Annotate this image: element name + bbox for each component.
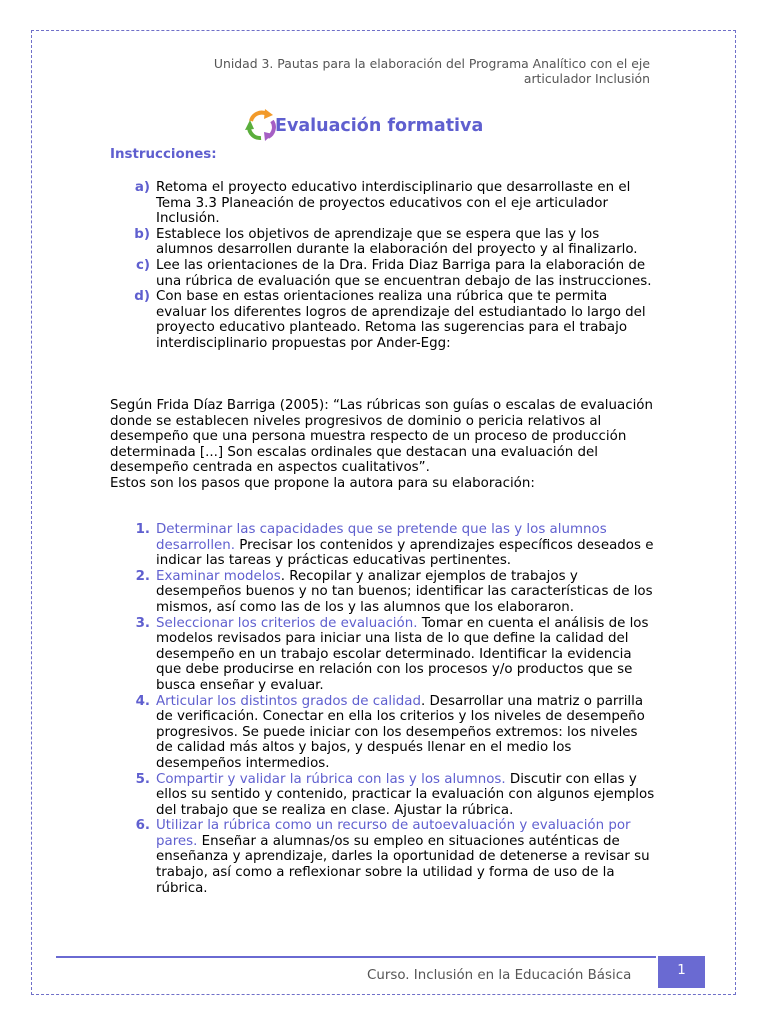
step-body [156, 522, 658, 569]
instruction-text: Retoma el proyecto educativo interdisciplinario que desarrollaste en el Tema 3.3 Planeación de proyectos educativos con el eje articulador Inclusión. [156, 180, 631, 227]
step-text: Discutir con ellas y ellos su sentido y contenido, practicar la evaluación con algunos ejemplos del trabajo que se realiza en clase. Ajustar la rúbrica. [156, 771, 655, 818]
step-item [110, 818, 658, 896]
step-body [156, 569, 658, 616]
step-marker: 3. [135, 615, 150, 631]
step-link[interactable]: Utilizar la rúbrica como un recurso de autoevaluación y evaluación por pares. [156, 818, 631, 849]
cycle-arrows-icon [243, 107, 279, 145]
quote-text: Según Frida Díaz Barriga (2005): “Las rúbricas son guías o escalas de evaluación donde se establecen niveles progresivos de dominio o pericia relativos al desempeño que una persona muestra respecto de un proceso de producción determinada [...] Son escalas ordinales que destacan una evaluación del desempeño centrada en aspectos cualitativos”. [110, 398, 653, 476]
item-marker: a) [134, 180, 150, 195]
instructions-heading: Instrucciones: [110, 147, 217, 162]
step-link[interactable]: Compartir y validar la rúbrica con las y los alumnos. [156, 771, 506, 787]
instruction-text: Lee las orientaciones de la Dra. Frida Diaz Barriga para la elaboración de una rúbrica de evaluación que se encuentran debajo de las instrucciones. [156, 257, 652, 289]
step-marker: 1. [135, 522, 150, 537]
step-link[interactable]: Articular los distintos grados de calidad [156, 693, 421, 709]
step-link[interactable]: Determinar las capacidades que se pretende que las y los alumnos desarrollen. [156, 522, 607, 553]
step-item [110, 694, 658, 772]
step-link[interactable]: Examinar modelos [156, 568, 281, 584]
step-item [110, 522, 658, 569]
step-item [110, 616, 658, 694]
step-link[interactable]: Seleccionar los criterios de evaluación. [156, 615, 418, 631]
step-text: Enseñar a alumnas/os su empleo en situaciones auténticas de enseñanza y aprendizaje, darles la oportunidad de detenerse a revisar su trabajo, así como a reflexionar sobre la utilidad y forma de uso de la rúbrica. [156, 833, 650, 896]
item-marker: b) [134, 226, 150, 242]
step-body [156, 818, 658, 896]
step-marker: 4. [135, 693, 150, 709]
step-body [156, 694, 658, 772]
step-item [110, 569, 658, 616]
footer-divider [56, 956, 656, 958]
step-text: . Recopilar y analizar ejemplos de trabajos y desempeños buenos y no tan buenos; identificar las características de los mismos, así como las de los y las alumnos que los elaboraron. [156, 568, 653, 615]
instruction-text: Con base en estas orientaciones realiza una rúbrica que te permita evaluar los diferentes logros de aprendizaje del estudiantado lo largo del proyecto educativo planteado. Retoma las sugerencias para el trabajo interdisciplinario propuestas por Ander-Egg: [156, 289, 646, 351]
step-item [110, 772, 658, 819]
steps-list [110, 522, 658, 896]
step-text: Tomar en cuenta el análisis de los modelos revisados para iniciar una lista de lo que define la calidad del desempeño en un trabajo escolar determinado. Identificar la evidencia que debe producirse en relación con los procesos y/o productos que se busca enseñar y evaluar. [156, 615, 649, 693]
step-marker: 6. [135, 818, 150, 834]
header-line-2: articulador Inclusión [523, 70, 650, 86]
instruction-text: Establece los objetivos de aprendizaje que se espera que las y los alumnos desarrollen durante la elaboración del proyecto y al finalizarlo. [156, 226, 638, 258]
step-marker: 5. [135, 771, 150, 787]
step-marker: 2. [135, 568, 150, 584]
step-body [156, 616, 658, 694]
page-header [214, 57, 650, 86]
item-marker: c) [135, 257, 150, 273]
instruction-item [110, 289, 658, 351]
header-line-1: Unidad 3. Pautas para la elaboración del Programa Analítico con el eje [213, 56, 650, 71]
item-marker: d) [134, 289, 150, 305]
quote-block [110, 398, 658, 492]
instruction-item [110, 258, 658, 289]
step-body [156, 772, 658, 819]
instructions-list [110, 180, 658, 352]
steps-intro: Estos son los pasos que propone la autora para su elaboración: [110, 475, 535, 491]
instruction-item [110, 227, 658, 258]
page-title: Evaluación formativa [275, 116, 484, 136]
step-text: . Desarrollar una matriz o parrilla de verificación. Conectar en ella los criterios y los niveles de desempeño progresivos. Se puede iniciar con los desempeños extremos: los niveles de calidad más altos y bajos, y después llenar en el medio los desempeños intermedios. [156, 693, 645, 771]
title-row [243, 106, 483, 146]
footer-course: Curso. Inclusión en la Educación Básica [367, 968, 632, 983]
instruction-item [110, 180, 658, 227]
page-number: 1 [658, 956, 705, 988]
step-text: Precisar los contenidos y aprendizajes específicos deseados e indicar las tareas y prácticas educativas pertinentes. [156, 537, 654, 569]
